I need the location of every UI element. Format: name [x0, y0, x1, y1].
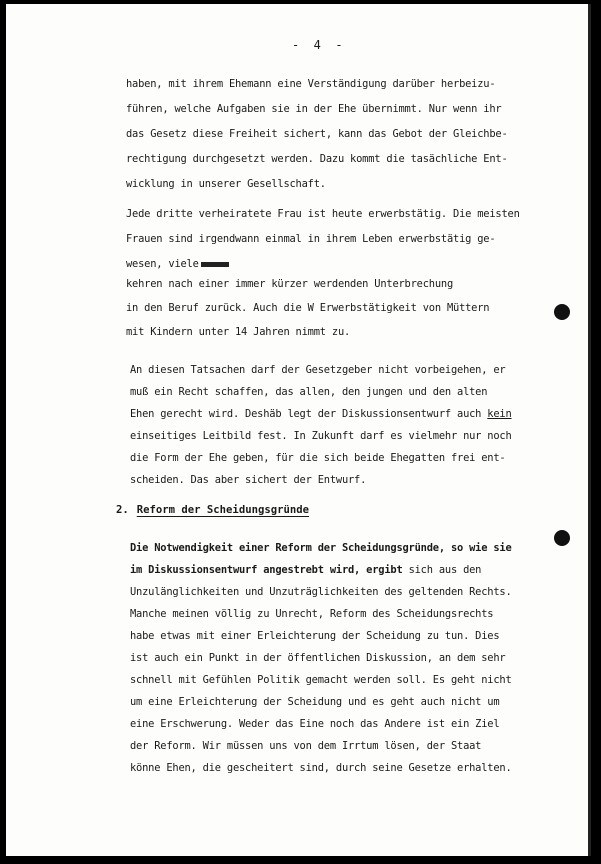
text-line: Frauen sind irgendwann einmal in ihrem Leben erwerbstätig ge-: [126, 233, 496, 245]
underlined-word: kein: [487, 408, 512, 420]
text-fragment: im Diskussionsentwurf angestrebt wird, ergibt: [130, 564, 403, 576]
text-fragment: wesen, viele: [126, 258, 199, 270]
text-line: einseitiges Leitbild fest. In Zukunft darf es vielmehr nur noch: [130, 430, 512, 442]
text-line: rechtigung durchgesetzt werden. Dazu kommt die tasächliche Ent-: [126, 153, 508, 165]
text-line: Unzulänglichkeiten und Unzuträglichkeiten des geltenden Rechts.: [130, 586, 512, 598]
punch-hole: [554, 304, 570, 320]
text-line: eine Erschwerung. Weder das Eine noch das Andere ist ein Ziel: [130, 718, 500, 730]
text-fragment: sich aus den: [402, 564, 482, 576]
document-page: [6, 4, 591, 856]
text-line: mit Kindern unter 14 Jahren nimmt zu.: [126, 326, 351, 338]
text-line: wicklung in unserer Gesellschaft.: [126, 178, 326, 190]
text-line: [130, 564, 481, 576]
text-line: das Gesetz diese Freiheit sichert, kann das Gebot der Gleichbe-: [126, 128, 508, 140]
section-title: Reform der Scheidungsgründe: [136, 504, 309, 516]
text-line: scheiden. Das aber sichert der Entwurf.: [130, 474, 367, 486]
text-fragment: Ehen gerecht wird. Deshäb legt der Diskussionsentwurf auch: [130, 408, 488, 420]
text-line: könne Ehen, die gescheitert sind, durch seine Gesetze erhalten.: [130, 762, 512, 774]
text-line: der Reform. Wir müssen uns von dem Irrtum lösen, der Staat: [130, 740, 482, 752]
text-line: um eine Erleichterung der Scheidung und es geht auch nicht um: [130, 696, 500, 708]
text-line: Die Notwendigkeit einer Reform der Scheidungsgründe, so wie sie: [130, 542, 512, 554]
struck-out-word: [201, 262, 229, 267]
punch-hole: [554, 530, 570, 546]
text-line: führen, welche Aufgaben sie in der Ehe übernimmt. Nur wenn ihr: [126, 103, 502, 115]
page-number: - 4 -: [292, 38, 343, 52]
text-line: in den Beruf zurück. Auch die W Erwerbstätigkeit von Müttern: [126, 302, 490, 314]
text-line: die Form der Ehe geben, für die sich beide Ehegatten frei ent-: [130, 452, 506, 464]
text-line: haben, mit ihrem Ehemann eine Verständigung darüber herbeizu-: [126, 78, 496, 90]
section-number: 2.: [116, 504, 129, 516]
text-line: Jede dritte verheiratete Frau ist heute erwerbstätig. Die meisten: [126, 208, 520, 220]
page-edge: [588, 4, 591, 856]
text-line: ist auch ein Punkt in der öffentlichen Diskussion, an dem sehr: [130, 652, 506, 664]
section-heading: [116, 504, 309, 516]
text-line: kehren nach einer immer kürzer werdenden Unterbrechung: [126, 278, 454, 290]
text-line: Manche meinen völlig zu Unrecht, Reform des Scheidungsrechts: [130, 608, 494, 620]
text-line: muß ein Recht schaffen, das allen, den jungen und den alten: [130, 386, 488, 398]
text-line: [130, 408, 512, 420]
text-line: habe etwas mit einer Erleichterung der Scheidung zu tun. Dies: [130, 630, 500, 642]
text-line: An diesen Tatsachen darf der Gesetzgeber nicht vorbeigehen, er: [130, 364, 506, 376]
text-line: schnell mit Gefühlen Politik gemacht werden soll. Es geht nicht: [130, 674, 512, 686]
text-line: [126, 258, 229, 270]
